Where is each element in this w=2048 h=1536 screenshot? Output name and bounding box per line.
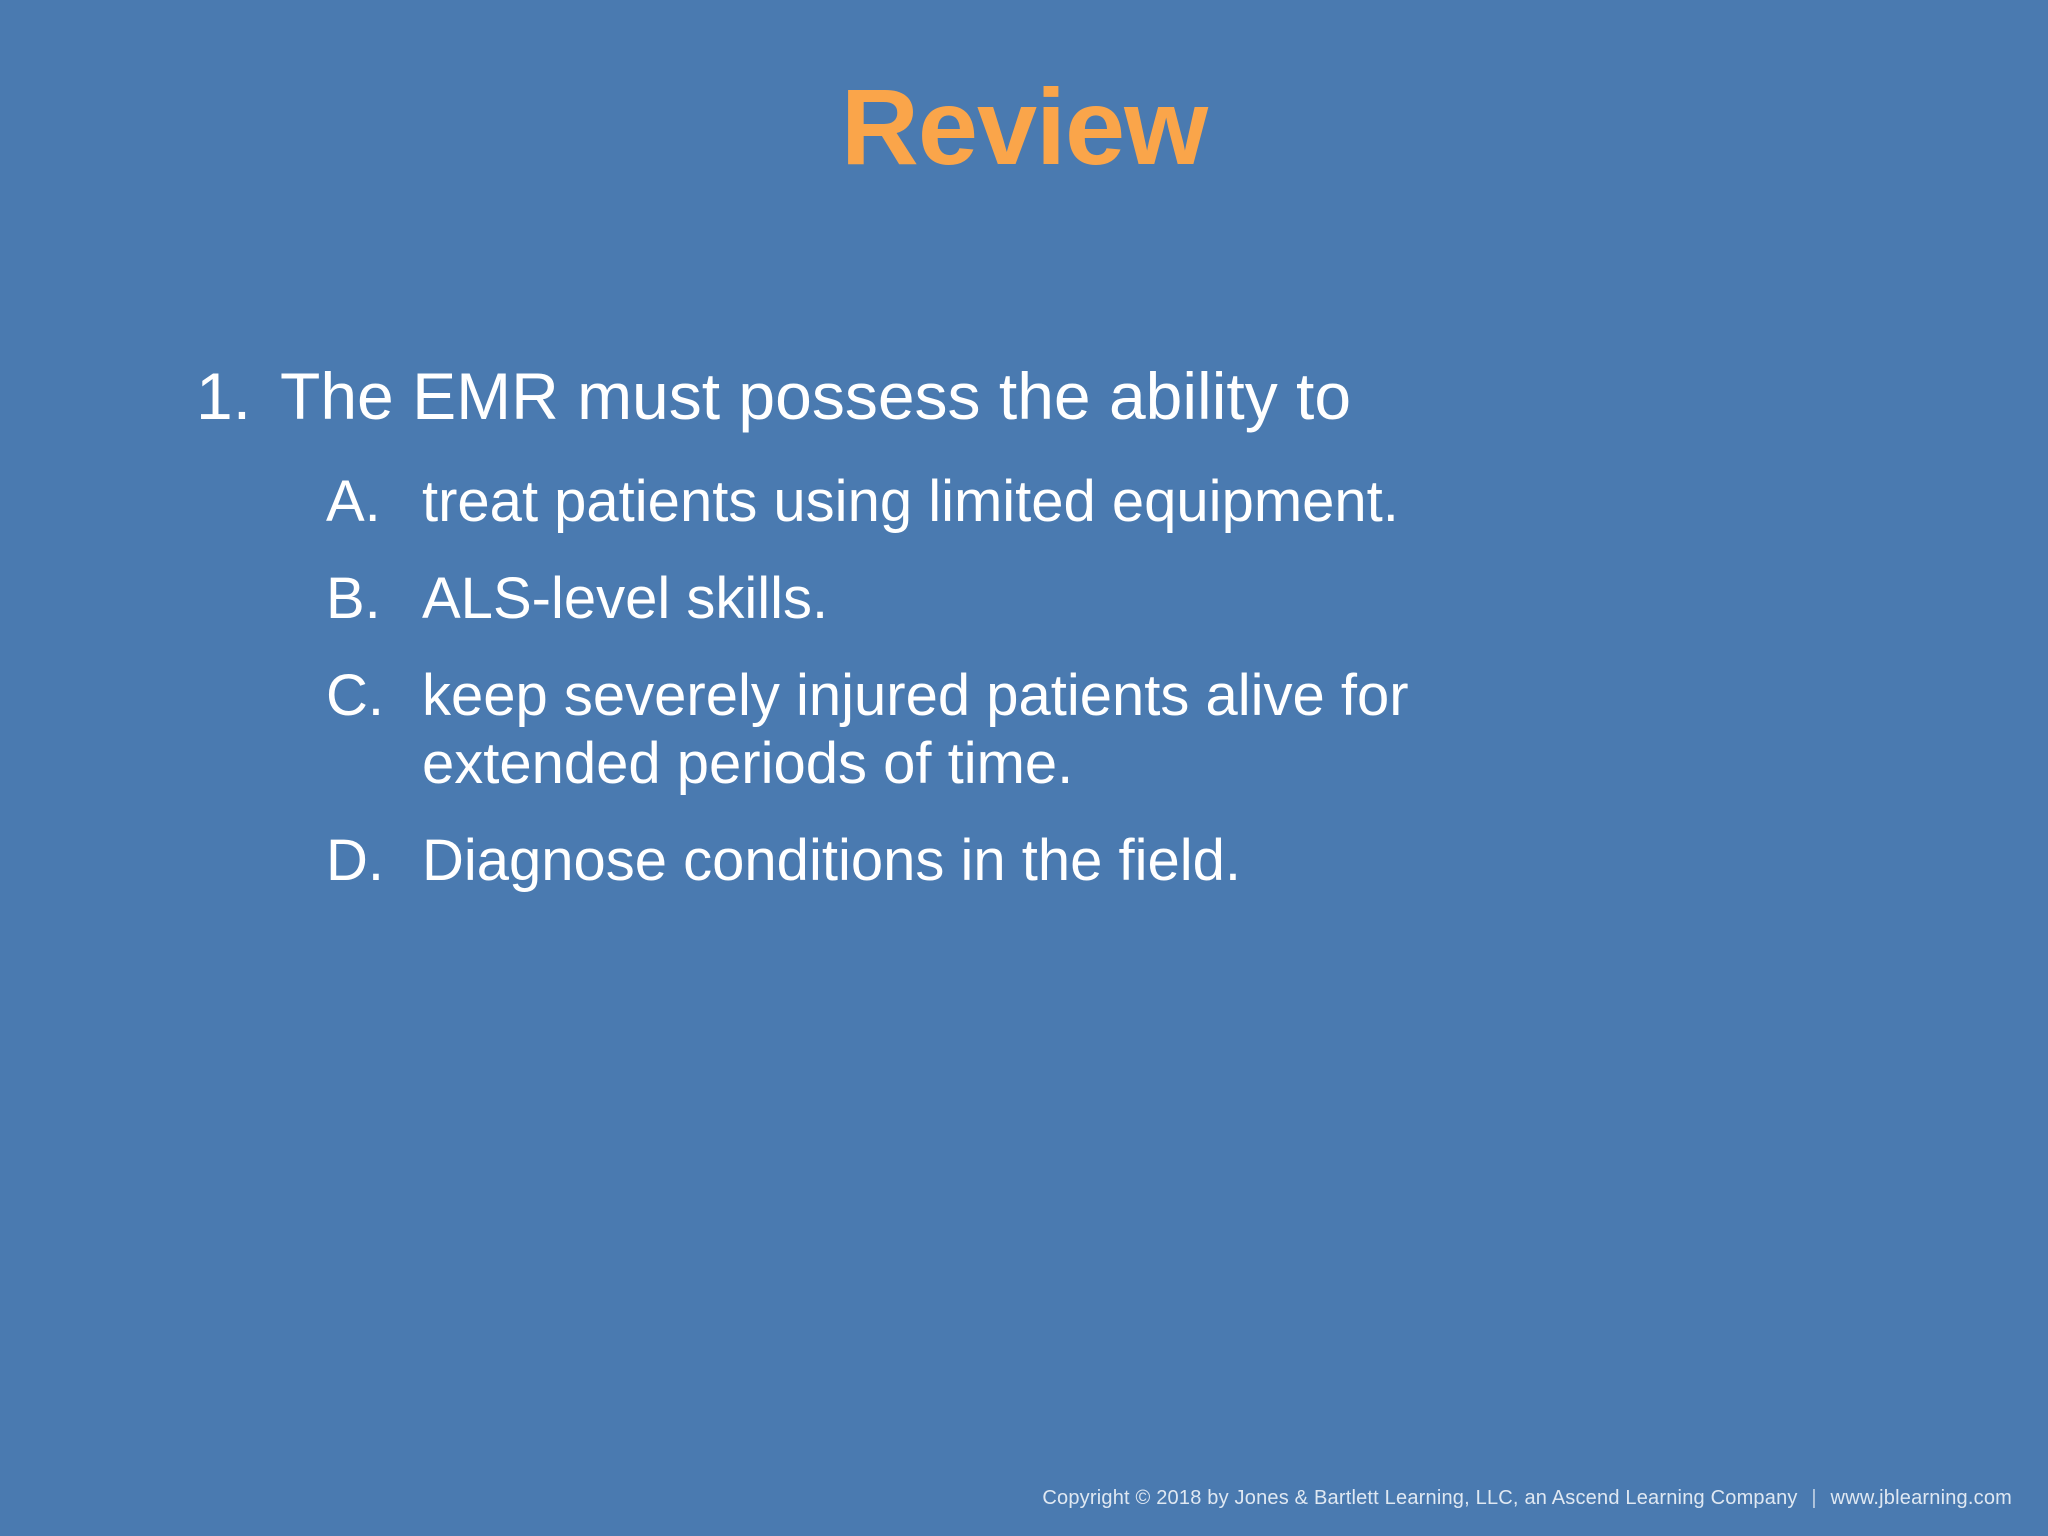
footer-website[interactable]: www.jblearning.com (1830, 1487, 2012, 1509)
answer-option-a[interactable] (326, 468, 1756, 535)
answer-option-b[interactable] (326, 565, 1756, 632)
slide-content (196, 360, 1756, 924)
answer-letter-b: B. (326, 566, 381, 632)
answer-text-a: treat patients using limited equipment. (422, 468, 1399, 534)
question-text: The EMR must possess the ability to (280, 359, 1352, 433)
answer-text-d: Diagnose conditions in the field. (422, 827, 1241, 893)
footer (1042, 1487, 2012, 1510)
answer-list (196, 468, 1756, 894)
answer-text-c: keep severely injured patients alive for extended periods of time. (422, 663, 1409, 796)
answer-letter-c: C. (326, 663, 384, 729)
answer-option-d[interactable] (326, 827, 1756, 894)
answer-letter-d: D. (326, 827, 384, 893)
answer-text-b: ALS-level skills. (422, 566, 829, 632)
answer-letter-a: A. (326, 468, 381, 534)
question-number: 1. (196, 359, 252, 433)
page-title: Review (840, 66, 1208, 187)
answer-option-c[interactable] (326, 662, 1756, 797)
question-row (196, 360, 1756, 434)
footer-separator: | (1811, 1487, 1817, 1509)
footer-copyright: Copyright © 2018 by Jones & Bartlett Learning, LLC, an Ascend Learning Company (1042, 1487, 1798, 1509)
